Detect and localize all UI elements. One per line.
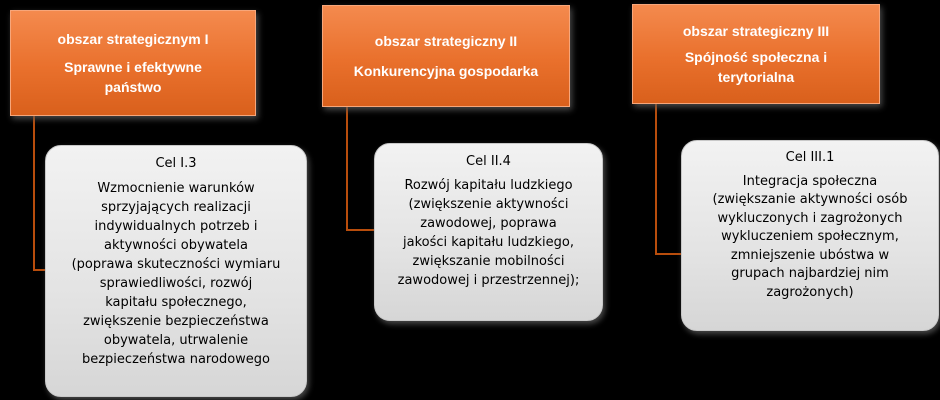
area-1-name: Sprawne i efektywne państwo	[64, 59, 202, 95]
strategic-area-2	[322, 5, 570, 107]
area-2-heading: obszar strategiczny II	[374, 33, 518, 49]
area-3-name: Spójność społeczna i terytorialna	[684, 49, 828, 85]
connector-area-3	[655, 103, 683, 255]
area-2-name: Konkurencyjna gospodarka	[353, 63, 539, 79]
area-3-heading: obszar strategiczny III	[682, 23, 830, 39]
goal-box-3	[681, 140, 939, 331]
goal-2-title: Cel II.4	[466, 154, 511, 169]
goal-1-text: Wzmocnienie warunków sprzyjających realizacji indywidualnych potrzeb i aktywności obywatela (poprawa skuteczności wymiaru sprawiedliwości, rozwój kapitału społecznego, zwiększenie bezpieczeństwa obywatela, utrwalenie bezpieczeństwa narodowego	[71, 181, 281, 367]
goal-3-title: Cel III.1	[785, 150, 835, 165]
area-1-heading: obszar strategicznym I	[57, 31, 209, 47]
strategic-area-3	[632, 4, 880, 104]
goal-2-text: Rozwój kapitału ludzkiego (zwiększenie aktywności zawodowej, poprawa jakości kapitału ludzkiego, zwiększanie mobilności zawodowej i przestrzennej);	[397, 178, 580, 288]
strategic-area-1	[10, 10, 256, 116]
goal-box-1	[45, 145, 307, 397]
goal-3-text: Integracja społeczna (zwiększanie aktywności osób wykluczonych i zagrożonych wykluczeniem społecznym, zmniejszenie ubóstwa w grupach najbardziej nim zagrożonych)	[712, 173, 908, 300]
goal-1-title: Cel I.3	[155, 156, 197, 171]
connector-area-2	[346, 105, 376, 231]
goal-box-2	[374, 143, 603, 321]
